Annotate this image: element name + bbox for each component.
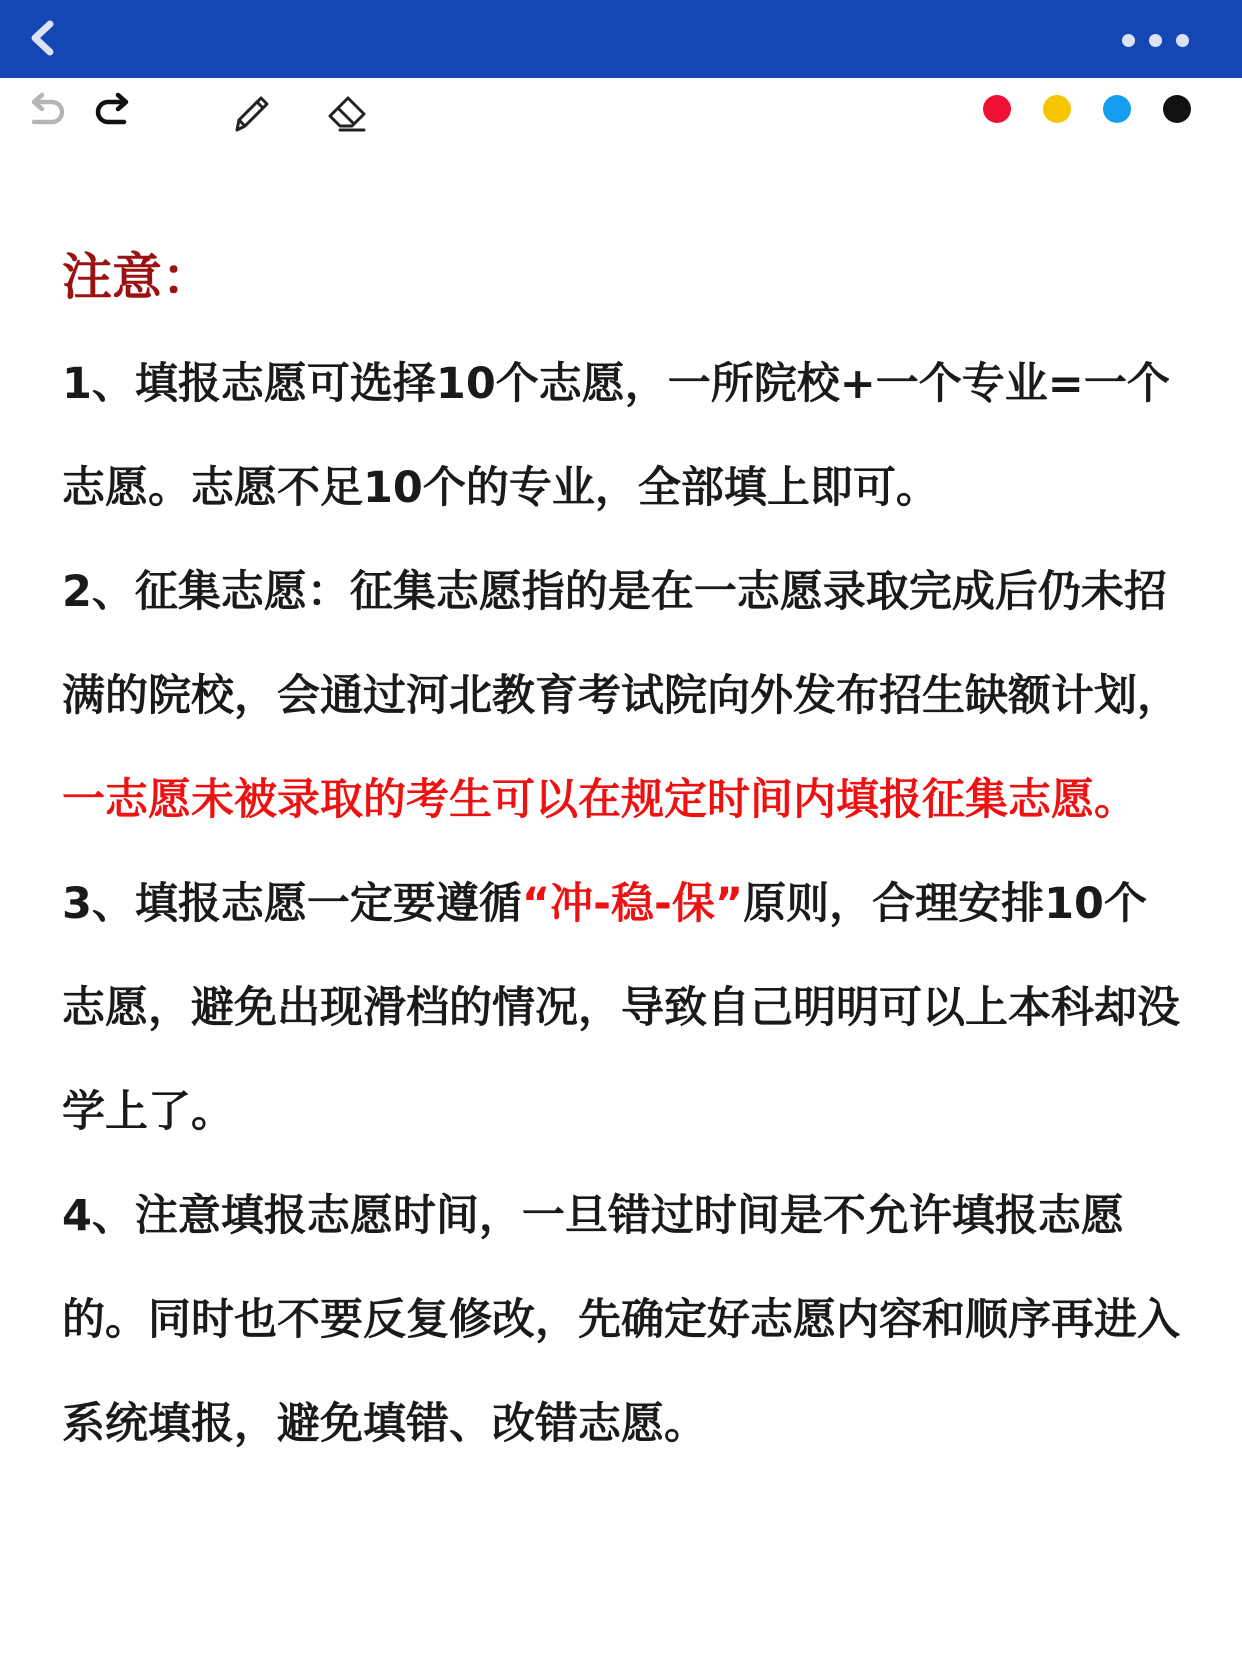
more-dots-icon — [1176, 34, 1189, 47]
note-point-4: 4、注意填报志愿时间，一旦错过时间是不允许填报志愿的。同时也不要反复修改，先确定好志愿内容和顺序再进入系统填报，避免填错、改错志愿。 — [62, 1191, 1180, 1449]
eraser-tool-button[interactable] — [322, 88, 372, 138]
color-yellow-swatch[interactable] — [1043, 95, 1071, 123]
note-point-3 — [62, 852, 1182, 1164]
redo-button[interactable] — [88, 88, 138, 138]
text-run: 原则，合理安排10个志愿，避免出现滑档的情况，导致自己明明可以上本科却没学上了。 — [62, 879, 1180, 1137]
more-dots-icon — [1149, 34, 1162, 47]
note-point-2 — [62, 540, 1182, 852]
top-bar — [0, 0, 1242, 78]
squiggle-underlined-text: 可选择10个志愿 — [306, 359, 625, 409]
note-point-1 — [62, 332, 1182, 540]
pencil-icon — [225, 88, 275, 138]
undo-button[interactable] — [22, 88, 72, 138]
highlighted-text: “冲-稳-保” — [521, 879, 744, 929]
eraser-icon — [322, 88, 372, 138]
back-button[interactable] — [22, 16, 66, 60]
text-run: 1、填报志愿 — [62, 359, 307, 409]
more-button[interactable] — [1122, 26, 1202, 52]
color-red-swatch[interactable] — [983, 95, 1011, 123]
text-run: 2、征集志愿：征集志愿指的是在一志愿录取完成后仍未招满的院校，会通过河北教育考试院向外发布招生缺额计划， — [62, 567, 1180, 721]
text-run: ，一所院校+一个专业=一个志愿。志愿不足10个的专业，全部填上即可。 — [62, 359, 1170, 513]
highlighted-text: 一志愿未被录取的考生可以在规定时间内填报征集志愿。 — [62, 775, 1137, 825]
note-title: 注意： — [62, 248, 212, 306]
undo-icon — [22, 88, 72, 138]
text-run: 3、填报志愿一定要遵循 — [62, 879, 522, 929]
color-black-swatch[interactable] — [1163, 95, 1191, 123]
chevron-left-icon — [22, 16, 66, 60]
pen-tool-button[interactable] — [225, 88, 275, 138]
more-dots-icon — [1122, 34, 1135, 47]
color-blue-swatch[interactable] — [1103, 95, 1131, 123]
redo-icon — [88, 88, 138, 138]
note-content — [62, 232, 1182, 1476]
